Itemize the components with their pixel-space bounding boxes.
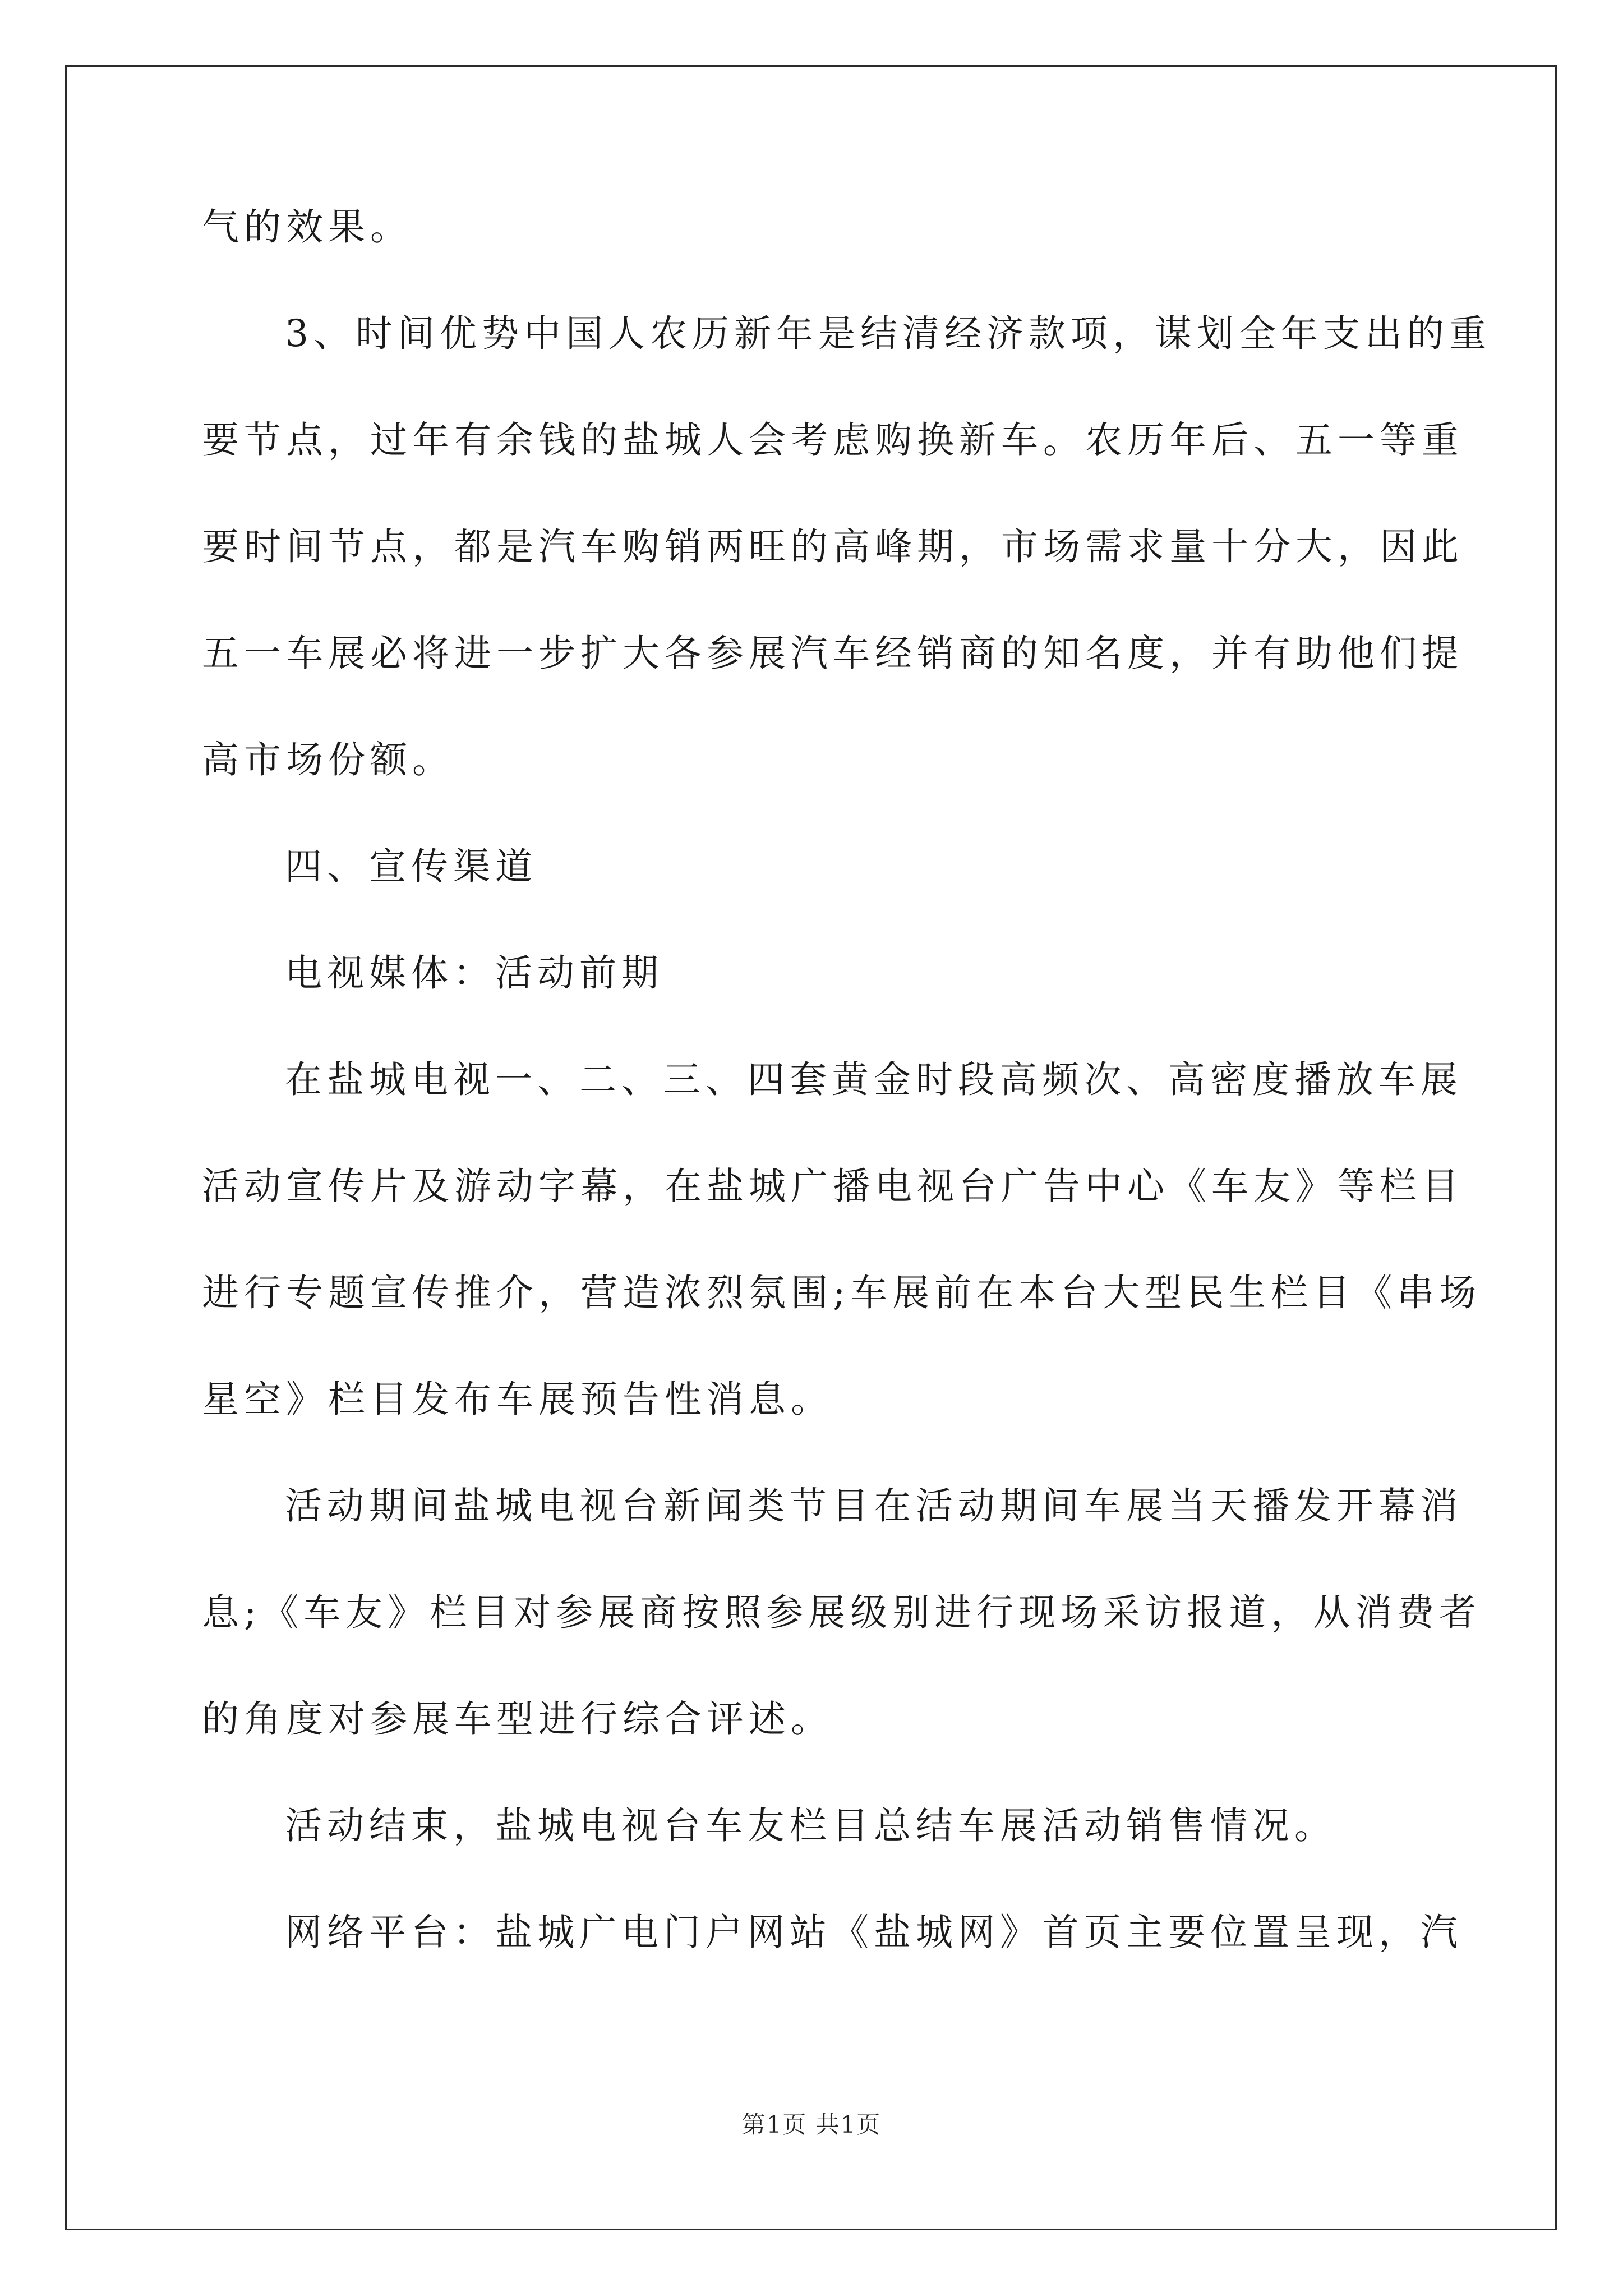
text-line: 网络平台：盐城广电门户网站《盐城网》首页主要位置呈现，汽 xyxy=(285,1911,1463,1954)
text-line: 息;《车友》栏目对参展商按照参展级别进行现场采访报道，从消费者 xyxy=(202,1591,1482,1634)
page-number-footer: 第1页 共1页 xyxy=(741,2111,882,2138)
text-line: 五一车展必将进一步扩大各参展汽车经销商的知名度，并有助他们提 xyxy=(202,632,1464,675)
text-line: 活动期间盐城电视台新闻类节目在活动期间车展当天播发开幕消 xyxy=(285,1484,1463,1527)
text-line: 进行专题宣传推介，营造浓烈氛围;车展前在本台大型民生栏目《串场 xyxy=(202,1271,1482,1314)
text-line: 要节点，过年有余钱的盐城人会考虑购换新车。农历年后、五一等重 xyxy=(202,418,1464,462)
text-line: 要时间节点，都是汽车购销两旺的高峰期，市场需求量十分大，因此 xyxy=(202,525,1464,568)
text-line: 活动宣传片及游动字幕，在盐城广播电视台广告中心《车友》等栏目 xyxy=(202,1165,1464,1208)
text-line: 高市场份额。 xyxy=(202,738,454,781)
text-line: 在盐城电视一、二、三、四套黄金时段高频次、高密度播放车展 xyxy=(285,1058,1463,1101)
text-line: 3、时间优势中国人农历新年是结清经济款项，谋划全年支出的重 xyxy=(285,312,1491,355)
page-border xyxy=(65,65,1557,2230)
text-line: 活动结束，盐城电视台车友栏目总结车展活动销售情况。 xyxy=(285,1804,1336,1847)
section-heading: 四、宣传渠道 xyxy=(285,845,537,888)
text-line: 气的效果。 xyxy=(202,205,412,249)
text-line: 电视媒体：活动前期 xyxy=(285,951,663,995)
text-line: 星空》栏目发布车展预告性消息。 xyxy=(202,1378,833,1421)
text-line: 的角度对参展车型进行综合评述。 xyxy=(202,1697,833,1741)
